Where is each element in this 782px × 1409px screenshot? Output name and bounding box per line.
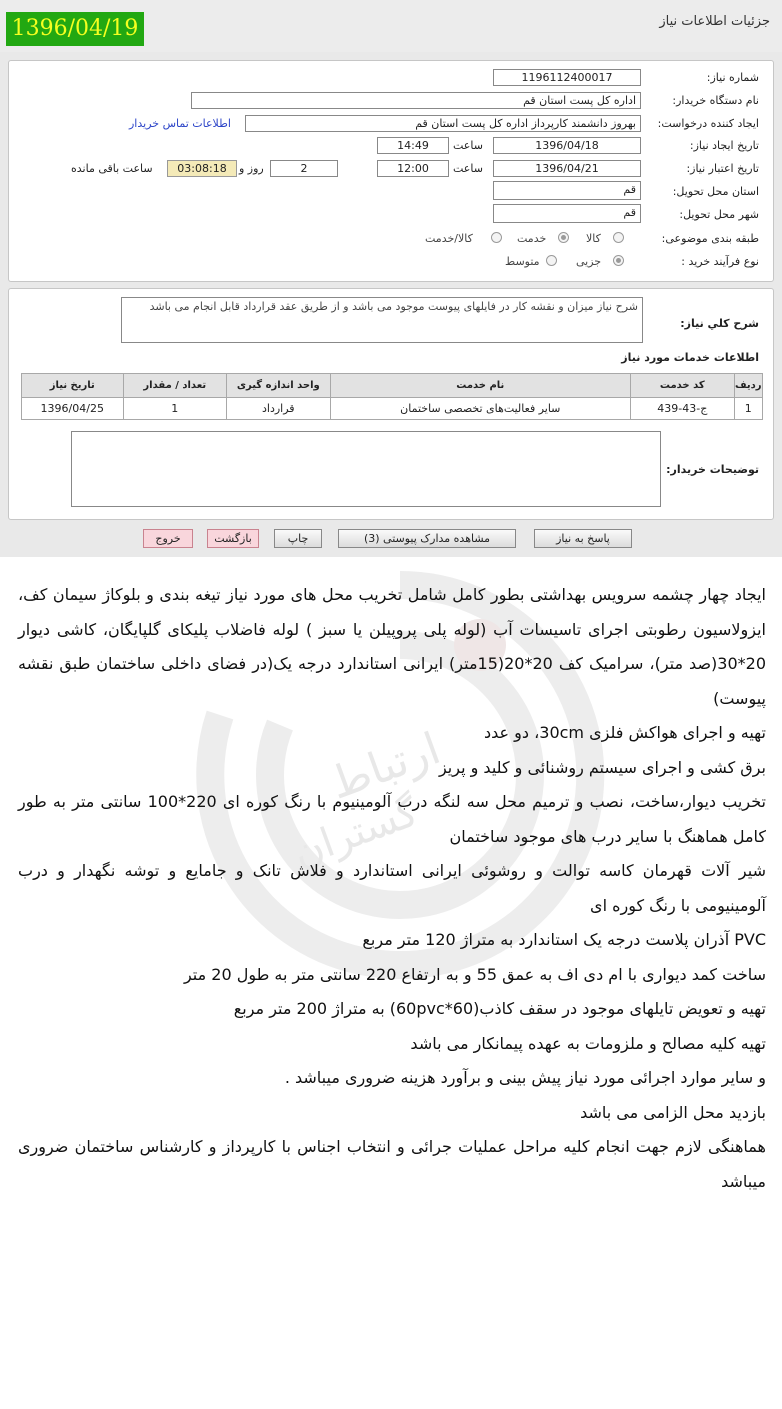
category-radio-goods-service[interactable] [491,232,502,243]
back-button[interactable]: بازگشت [207,529,259,548]
summary-textarea[interactable]: شرح نیاز میزان و نقشه کار در فایلهای پیوست موجود می باشد و از طریق عقد قرارداد قابل انجام می باشد [121,297,643,343]
purchase-radio-medium[interactable] [546,255,557,266]
reply-button[interactable]: پاسخ به نیاز [534,529,632,548]
cell-service-name: سایر فعالیت‌های تخصصی ساختمان [330,398,630,420]
cell-service-code: ج-43-439 [631,398,735,420]
description-item: تهیه و تعویض تایلهای موجود در سقف کاذب(60*60pvc) به متراژ 200 متر مربع [233,999,766,1018]
validity-time-field: 12:00 [377,160,449,177]
description-item: و سایر موارد اجرائی مورد نیاز پیش بینی و برآورد هزینه ضروری میباشد . [284,1068,766,1087]
province-field: قم [493,181,641,200]
description-item: هماهنگی لازم جهت انجام کلیه مراحل عملیات جرائی و انتخاب اجناس با کارپرداز و کارشناس ساختمان ضروری میباشد [18,1137,766,1191]
purchase-radio-minor[interactable] [613,255,624,266]
column-row: ردیف [734,374,762,398]
buyer-org-label: نام دستگاه خریدار: [672,94,759,107]
category-label: طبقه بندی موضوعی: [661,232,759,245]
services-panel [8,288,774,520]
summary-label: شرح كلي نياز: [680,317,759,330]
services-table [21,373,763,420]
description-item: تهیه و اجرای هواکش فلزی 30cm، دو عدد [484,723,766,742]
description-item: PVC آذران پلاست درجه یک استاندارد به متراژ 120 متر مربع [362,930,766,949]
category-option-service: خدمت [517,232,547,245]
created-time-field: 14:49 [377,137,449,154]
created-date-field: 1396/04/18 [493,137,641,154]
created-time-label: ساعت [453,139,483,152]
validity-date-field: 1396/04/21 [493,160,641,177]
created-date-label: تاریخ ایجاد نیاز: [689,139,759,152]
need-number-label: شماره نیاز: [706,71,759,84]
days-left-field: 2 [270,160,338,177]
column-unit: واحد اندازه گیری [227,374,331,398]
cell-unit: قرارداد [227,398,331,420]
column-quantity: تعداد / مقدار [123,374,227,398]
need-details-panel [8,60,774,282]
category-radio-goods[interactable] [613,232,624,243]
need-number-field: 1196112400017 [493,69,641,86]
services-table-header [22,374,763,398]
buyer-org-field: اداره کل پست استان قم [191,92,641,109]
services-title: اطلاعات خدمات مورد نیاز [621,351,759,364]
description-item: ساخت کمد دیواری با ام دی اف به عمق 55 و به ارتفاع 220 سانتی متر به طول 20 متر [183,964,766,984]
table-row [22,398,763,420]
cell-row-number: 1 [734,398,762,420]
exit-button[interactable]: خروج [143,529,193,548]
province-label: استان محل تحویل: [672,185,759,198]
column-need-date: تاریخ نیاز [22,374,124,398]
category-radio-service[interactable] [558,232,569,243]
description-item: شیر آلات قهرمان کاسه توالت و روشوئی ایرانی استاندارد و فلاش تانک و جامایع و توشه نگهدار و درب آلومینیومی با رنگ کوره ای [18,861,766,915]
print-button[interactable]: چاپ [274,529,322,548]
description-body [18,578,766,1199]
date-badge: 1396/04/19 [6,12,144,46]
validity-date-label: تاریخ اعتبار نیاز: [686,162,759,175]
description-item: ایجاد چهار چشمه سرویس بهداشتی بطور کامل شامل تخریب محل های مورد نیاز تیغه بندی و بلوکاژ سیمان کف، ایزولاسیون رطوبتی اجرای تاسیسات آب (لوله پلی پروپیلن یا سبز ) لوله فاضلاب پلیکای گلپایگان، کاشی دیوار 20*30(صد متر)، سرامیک کف 20*20(15متر) ایرانی استاندارد درجه یک(در فضای داخلی ساختمان طبق نقشه پیوست) [18,585,766,708]
category-option-goods: کالا [586,232,601,245]
purchase-option-minor: جزیی [576,255,602,268]
cell-need-date: 1396/04/25 [22,398,124,420]
city-label: شهر محل تحویل: [679,208,759,221]
purchase-type-label: نوع فرآیند خرید : [681,255,759,268]
remaining-label: ساعت باقی مانده [71,162,153,175]
buyer-notes-label: توضیحات خریدار: [666,463,759,476]
purchase-option-medium: متوسط [505,255,540,268]
buyer-contact-link[interactable]: اطلاعات تماس خریدار [129,117,231,130]
category-option-goods-service: کالا/خدمت [425,232,473,245]
column-service-name: نام خدمت [330,374,630,398]
requester-label: ایجاد کننده درخواست: [657,117,759,130]
page-title: جزئیات اطلاعات نیاز [659,14,770,29]
buyer-notes-textarea[interactable] [71,431,661,507]
header-bar [0,0,782,52]
city-field: قم [493,204,641,223]
cell-quantity: 1 [123,398,227,420]
attachments-button[interactable]: مشاهده مدارک پیوستی (3) [338,529,516,548]
column-service-code: کد خدمت [631,374,735,398]
requester-field: بهروز دانشمند کارپرداز اداره کل پست استان قم [245,115,641,132]
day-and-label: روز و [239,162,264,175]
validity-time-label: ساعت [453,162,483,175]
description-item: تخریب دیوار،ساخت، نصب و ترمیم محل سه لنگه درب آلومینیوم با رنگ کوره ای 220*100 سانتی متر به طور کامل هماهنگ با سایر درب های موجود ساختمان [18,792,766,846]
description-item: برق کشی و اجرای سیستم روشنائی و کلید و پریز [438,757,766,777]
description-item: تهیه کلیه مصالح و ملزومات به عهده پیمانکار می باشد [410,1033,766,1053]
description-item: بازدید محل الزامی می باشد [580,1102,766,1122]
remaining-time-badge: 03:08:18 [167,160,237,177]
watermark-text-1: ارتباط [323,723,447,810]
watermark-text-2: گستران [286,789,425,877]
